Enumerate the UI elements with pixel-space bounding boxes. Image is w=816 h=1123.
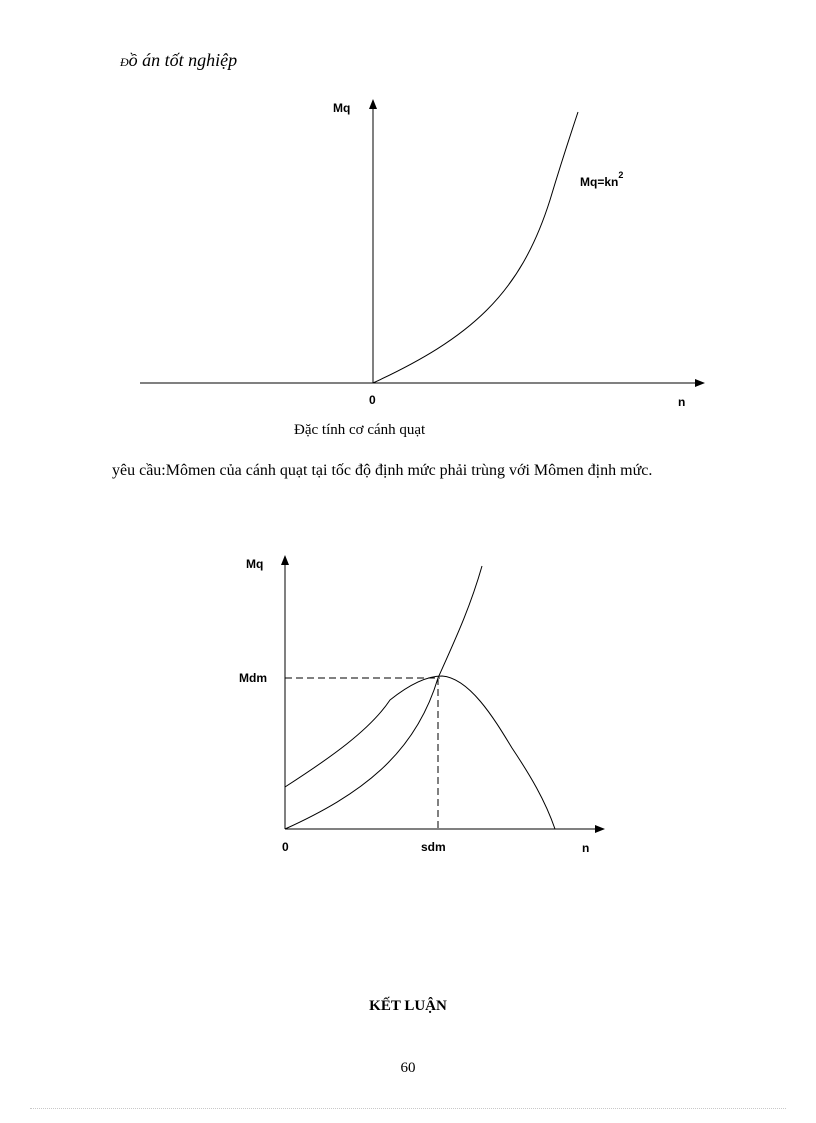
page-number: 60 [400, 1060, 416, 1076]
section-heading: KẾT LUẬN [369, 998, 447, 1014]
chart2-fan-curve [285, 566, 482, 829]
chart2-mdm-label: Mdm [239, 671, 267, 685]
header-text: ồ án tốt nghiệp [128, 50, 238, 70]
chart1-origin-label: 0 [369, 393, 376, 407]
chart1-caption: Đặc tính cơ cánh quạt [294, 422, 426, 438]
chart2-motor-curve [285, 676, 555, 829]
chart1-x-label: n [678, 395, 686, 409]
chart1-curve-label: $Mq=kn^2$ [580, 170, 624, 189]
header-prefix: Đ [120, 55, 129, 69]
chart1-y-label: Mq [333, 101, 351, 115]
footer-divider [30, 1108, 786, 1109]
chart2-y-label: Mq [246, 557, 264, 571]
chart1-curve [373, 112, 578, 383]
chart2-x-label: n [582, 841, 590, 855]
body-paragraph: yêu cầu:Mômen của cánh quạt tại tốc độ định mức phải trùng với Mômen định mức. [112, 462, 653, 479]
chart2-origin-label: 0 [282, 840, 289, 854]
chart-2 [239, 556, 604, 855]
chart-1 [140, 100, 704, 409]
chart2-sdm-label: sdm [421, 840, 446, 854]
